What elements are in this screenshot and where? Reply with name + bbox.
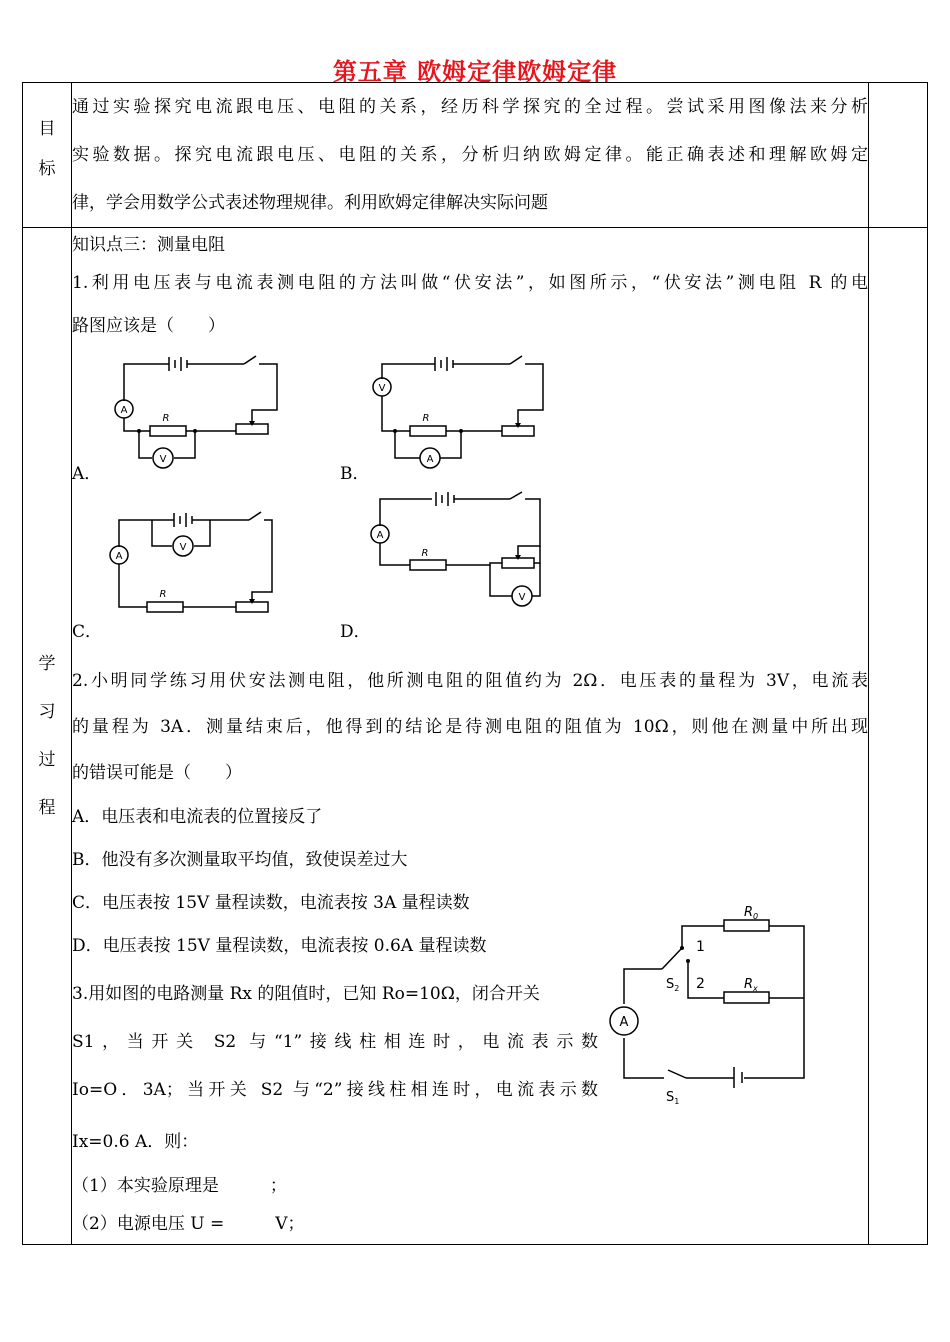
voltmeter-symbol: V	[378, 383, 386, 394]
goal-line: 律，学会用数学公式表述物理规律。利用欧姆定律解决实际问题	[72, 193, 548, 213]
process-label-char: 学	[38, 654, 56, 674]
q3-subquestion: （1）本实验原理是 ；	[72, 1176, 287, 1196]
q2-choice: C．电压表按 15V 量程读数，电流表按 3A 量程读数	[72, 893, 470, 913]
goal-label	[23, 83, 72, 228]
q1-figures	[72, 346, 868, 658]
process-text-cell	[72, 228, 869, 1245]
q3-text: S1，当开关 S2 与“1”接线柱相连时，电流表示数	[72, 1032, 598, 1052]
terminal-1-label: 1	[696, 939, 705, 955]
process-row	[23, 228, 928, 1245]
option-d-label: D．	[340, 622, 371, 642]
r0-label: $R_0$	[744, 905, 759, 921]
q3-circuit	[616, 896, 821, 1106]
q1-text: 路图应该是（ ）	[72, 316, 225, 336]
process-label-char: 程	[38, 798, 56, 818]
option-c-label: C．	[72, 622, 103, 642]
q2-choice: B．他没有多次测量取平均值，致使误差过大	[72, 850, 408, 870]
voltmeter-symbol: V	[518, 592, 526, 603]
goal-line: 实验数据。探究电流跟电压、电阻的关系，分析归纳欧姆定律。能正确表述和理解欧姆定	[72, 145, 868, 165]
resistor-label: R	[422, 413, 430, 424]
circuit-b	[360, 346, 560, 476]
page-title: 第五章 欧姆定律欧姆定律	[332, 58, 618, 86]
option-a-label: A．	[72, 464, 102, 484]
section-heading: 知识点三：测量电阻	[72, 235, 225, 255]
q2-text: 2.小明同学练习用伏安法测电阻，他所测电阻的阻值约为 2Ω．电压表的量程为 3V，电流表	[72, 671, 868, 691]
q2-choice: D．电压表按 15V 量程读数，电流表按 0.6A 量程读数	[72, 936, 487, 956]
process-label	[23, 228, 72, 1245]
voltmeter-symbol: V	[179, 542, 187, 553]
goal-side-cell	[869, 83, 928, 228]
resistor-label: R	[421, 548, 429, 559]
q3-block	[72, 905, 868, 1168]
resistor-label: R	[162, 413, 170, 424]
process-label-char: 过	[38, 750, 56, 770]
ammeter-symbol: A	[115, 551, 123, 562]
process-label-char: 习	[38, 702, 56, 722]
rx-label: $R_x$	[744, 977, 758, 993]
s1-label: $S_1$	[666, 1090, 680, 1106]
option-b-label: B．	[340, 464, 370, 484]
goal-line: 通过实验探究电流跟电压、电阻的关系，经历科学探究的全过程。尝试采用图像法来分析	[72, 97, 868, 117]
voltmeter-symbol: V	[159, 454, 167, 465]
q1-text: 1.利用电压表与电流表测电阻的方法叫做“伏安法”，如图所示，“伏安法”测电阻 R 的电	[72, 273, 868, 293]
s2-label: $S_2$	[666, 977, 680, 993]
q3-text: 3.用如图的电路测量 Rx 的阻值时，已知 Ro=10Ω，闭合开关	[72, 984, 540, 1004]
q2-text: 的错误可能是（ ）	[72, 763, 242, 783]
goal-label-char: 目	[38, 119, 56, 139]
ammeter-symbol: A	[120, 405, 128, 416]
goal-text-cell	[72, 83, 869, 228]
goal-row	[23, 83, 928, 228]
circuit-a	[94, 346, 294, 476]
terminal-2-label: 2	[696, 976, 705, 992]
resistor-label: R	[159, 589, 167, 600]
q3-text: Ix=0.6 A．则：	[72, 1132, 199, 1152]
circuit-c	[94, 494, 294, 624]
q2-text: 的量程为 3A．测量结束后，他得到的结论是待测电阻的阻值为 10Ω，则他在测量中所出现	[72, 717, 868, 737]
ammeter-symbol: A	[426, 454, 434, 465]
circuit-d	[360, 494, 560, 624]
goal-label-char: 标	[38, 159, 56, 179]
process-side-cell	[869, 228, 928, 1245]
q3-subquestion: （2）电源电压 U = V；	[72, 1214, 305, 1234]
q3-text: Io=O．3A；当开关 S2 与“2”接线柱相连时，电流表示数	[72, 1080, 598, 1100]
ammeter-symbol: A	[376, 530, 384, 541]
ammeter-symbol: A	[619, 1015, 629, 1030]
lesson-table	[22, 82, 928, 1245]
q2-choice: A．电压表和电流表的位置接反了	[72, 807, 323, 827]
